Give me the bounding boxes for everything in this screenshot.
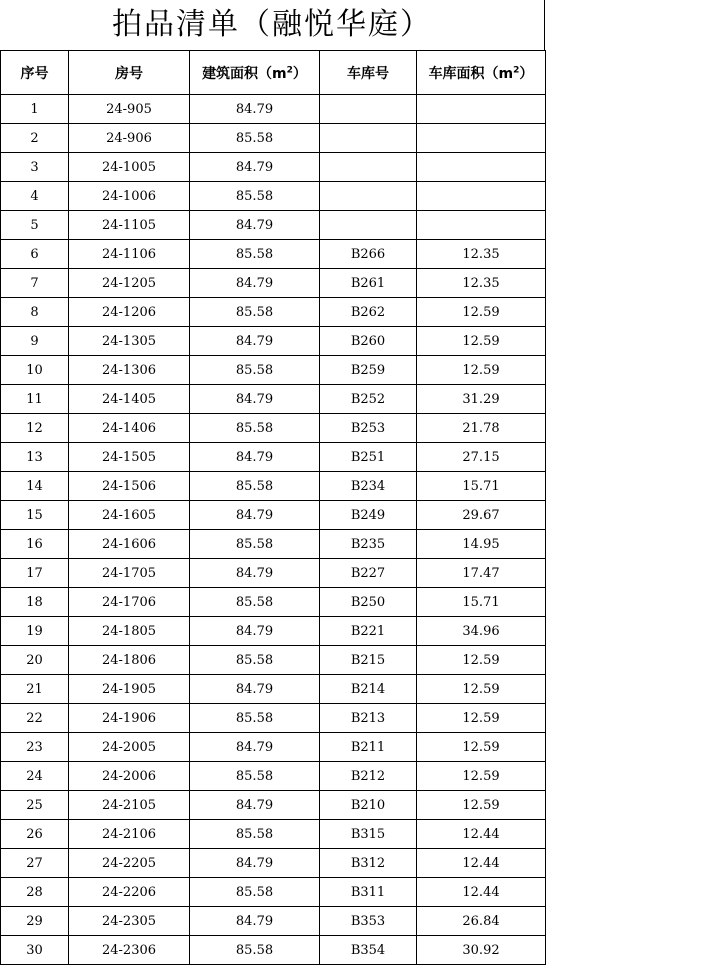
- cell-garage-no[interactable]: [320, 124, 417, 153]
- cell-room[interactable]: 24-1906: [69, 704, 190, 733]
- cell-room[interactable]: 24-1005: [69, 153, 190, 182]
- table-row: [1, 356, 546, 385]
- cell-seq[interactable]: 3: [1, 153, 69, 182]
- cell-garage-no[interactable]: B210: [320, 791, 417, 820]
- cell-garage-area[interactable]: 12.59: [417, 733, 546, 762]
- cell-garage-area[interactable]: 12.59: [417, 762, 546, 791]
- cell-seq[interactable]: 13: [1, 443, 69, 472]
- table-row: [1, 124, 546, 153]
- header-building-area-close: ）: [292, 65, 307, 82]
- cell-building-area[interactable]: 84.79: [190, 791, 320, 820]
- cell-garage-area[interactable]: 12.59: [417, 327, 546, 356]
- cell-building-area[interactable]: 84.79: [190, 617, 320, 646]
- cell-garage-no[interactable]: B354: [320, 936, 417, 965]
- cell-building-area[interactable]: 85.58: [190, 414, 320, 443]
- table-row: [1, 646, 546, 675]
- cell-room[interactable]: 24-905: [69, 95, 190, 124]
- cell-room[interactable]: 24-1706: [69, 588, 190, 617]
- cell-room[interactable]: 24-906: [69, 124, 190, 153]
- cell-building-area[interactable]: 84.79: [190, 211, 320, 240]
- cell-seq[interactable]: 25: [1, 791, 69, 820]
- cell-seq[interactable]: 2: [1, 124, 69, 153]
- table-row: [1, 153, 546, 182]
- cell-garage-no[interactable]: B213: [320, 704, 417, 733]
- cell-building-area[interactable]: 85.58: [190, 182, 320, 211]
- cell-garage-area[interactable]: 12.59: [417, 675, 546, 704]
- cell-garage-area[interactable]: 12.44: [417, 878, 546, 907]
- cell-building-area[interactable]: 85.58: [190, 298, 320, 327]
- cell-seq[interactable]: 1: [1, 95, 69, 124]
- cell-seq[interactable]: 28: [1, 878, 69, 907]
- cell-garage-no[interactable]: B260: [320, 327, 417, 356]
- header-building-area-label: 建筑面积（m: [202, 65, 287, 82]
- cell-seq[interactable]: 24: [1, 762, 69, 791]
- cell-garage-no[interactable]: B234: [320, 472, 417, 501]
- cell-seq[interactable]: 30: [1, 936, 69, 965]
- table-row: [1, 617, 546, 646]
- cell-garage-area[interactable]: [417, 95, 546, 124]
- cell-room[interactable]: 24-1205: [69, 269, 190, 298]
- cell-seq[interactable]: 9: [1, 327, 69, 356]
- cell-building-area[interactable]: 84.79: [190, 95, 320, 124]
- cell-seq[interactable]: 5: [1, 211, 69, 240]
- table-row: [1, 675, 546, 704]
- header-garage-area-sup: 2: [513, 64, 520, 75]
- cell-room[interactable]: 24-1606: [69, 530, 190, 559]
- cell-seq[interactable]: 17: [1, 559, 69, 588]
- header-seq[interactable]: 序号: [1, 51, 69, 95]
- cell-building-area[interactable]: 85.58: [190, 704, 320, 733]
- cell-garage-area[interactable]: 12.35: [417, 269, 546, 298]
- cell-room[interactable]: 24-2206: [69, 878, 190, 907]
- cell-garage-area[interactable]: 12.44: [417, 849, 546, 878]
- cell-seq[interactable]: 10: [1, 356, 69, 385]
- table-row: [1, 791, 546, 820]
- cell-garage-area[interactable]: 12.59: [417, 791, 546, 820]
- header-building-area-sup: 2: [286, 64, 293, 75]
- cell-building-area[interactable]: 84.79: [190, 559, 320, 588]
- table-row: [1, 443, 546, 472]
- cell-seq[interactable]: 18: [1, 588, 69, 617]
- table-row: [1, 472, 546, 501]
- cell-building-area[interactable]: 85.58: [190, 762, 320, 791]
- cell-garage-area[interactable]: [417, 211, 546, 240]
- cell-seq[interactable]: 15: [1, 501, 69, 530]
- cell-garage-no[interactable]: B250: [320, 588, 417, 617]
- cell-seq[interactable]: 19: [1, 617, 69, 646]
- table-row: [1, 182, 546, 211]
- cell-building-area[interactable]: 84.79: [190, 269, 320, 298]
- cell-garage-no[interactable]: B212: [320, 762, 417, 791]
- cell-room[interactable]: 24-1506: [69, 472, 190, 501]
- cell-garage-area[interactable]: [417, 124, 546, 153]
- cell-garage-area[interactable]: 34.96: [417, 617, 546, 646]
- cell-room[interactable]: 24-1605: [69, 501, 190, 530]
- cell-room[interactable]: 24-1105: [69, 211, 190, 240]
- header-row: [1, 51, 546, 95]
- cell-room[interactable]: 24-1405: [69, 385, 190, 414]
- header-garage-area-close: ）: [519, 65, 534, 82]
- cell-building-area[interactable]: 84.79: [190, 675, 320, 704]
- table-row: [1, 907, 546, 936]
- auction-list-table: [0, 50, 546, 965]
- cell-garage-area[interactable]: 12.59: [417, 356, 546, 385]
- cell-room[interactable]: 24-2306: [69, 936, 190, 965]
- cell-seq[interactable]: 8: [1, 298, 69, 327]
- cell-building-area[interactable]: 85.58: [190, 820, 320, 849]
- cell-seq[interactable]: 22: [1, 704, 69, 733]
- cell-building-area[interactable]: 85.58: [190, 240, 320, 269]
- cell-seq[interactable]: 21: [1, 675, 69, 704]
- cell-building-area[interactable]: 84.79: [190, 501, 320, 530]
- table-row: [1, 269, 546, 298]
- cell-building-area[interactable]: 85.58: [190, 878, 320, 907]
- cell-room[interactable]: 24-2005: [69, 733, 190, 762]
- cell-room[interactable]: 24-1305: [69, 327, 190, 356]
- cell-seq[interactable]: 20: [1, 646, 69, 675]
- cell-garage-no[interactable]: B252: [320, 385, 417, 414]
- cell-garage-no[interactable]: [320, 95, 417, 124]
- cell-garage-area[interactable]: 15.71: [417, 472, 546, 501]
- table-row: [1, 298, 546, 327]
- cell-garage-area[interactable]: 31.29: [417, 385, 546, 414]
- table-row: [1, 211, 546, 240]
- header-building-area[interactable]: [190, 51, 320, 95]
- cell-building-area[interactable]: 85.58: [190, 356, 320, 385]
- cell-building-area[interactable]: 85.58: [190, 588, 320, 617]
- cell-room[interactable]: 24-1905: [69, 675, 190, 704]
- table-row: [1, 95, 546, 124]
- cell-building-area[interactable]: 84.79: [190, 443, 320, 472]
- cell-garage-area[interactable]: 14.95: [417, 530, 546, 559]
- cell-garage-no[interactable]: B235: [320, 530, 417, 559]
- cell-garage-area[interactable]: 30.92: [417, 936, 546, 965]
- table-row: [1, 414, 546, 443]
- sheet-title: 拍品清单（融悦华庭）: [0, 0, 545, 50]
- cell-garage-no[interactable]: B215: [320, 646, 417, 675]
- cell-building-area[interactable]: 84.79: [190, 385, 320, 414]
- cell-garage-no[interactable]: B259: [320, 356, 417, 385]
- cell-seq[interactable]: 4: [1, 182, 69, 211]
- cell-building-area[interactable]: 84.79: [190, 327, 320, 356]
- cell-building-area[interactable]: 84.79: [190, 153, 320, 182]
- cell-garage-no[interactable]: B227: [320, 559, 417, 588]
- table-row: [1, 559, 546, 588]
- cell-garage-no[interactable]: B262: [320, 298, 417, 327]
- table-row: [1, 849, 546, 878]
- cell-room[interactable]: 24-1006: [69, 182, 190, 211]
- cell-garage-area[interactable]: 27.15: [417, 443, 546, 472]
- cell-garage-no[interactable]: B211: [320, 733, 417, 762]
- cell-seq[interactable]: 16: [1, 530, 69, 559]
- cell-garage-area[interactable]: 12.59: [417, 704, 546, 733]
- cell-building-area[interactable]: 85.58: [190, 124, 320, 153]
- table-row: [1, 588, 546, 617]
- cell-building-area[interactable]: 85.58: [190, 530, 320, 559]
- cell-garage-no[interactable]: B353: [320, 907, 417, 936]
- cell-room[interactable]: 24-1106: [69, 240, 190, 269]
- cell-garage-no[interactable]: B221: [320, 617, 417, 646]
- cell-seq[interactable]: 7: [1, 269, 69, 298]
- table-row: [1, 936, 546, 965]
- table-row: [1, 240, 546, 269]
- cell-room[interactable]: 24-2106: [69, 820, 190, 849]
- cell-garage-no[interactable]: [320, 182, 417, 211]
- cell-room[interactable]: 24-1705: [69, 559, 190, 588]
- cell-garage-no[interactable]: [320, 153, 417, 182]
- cell-garage-no[interactable]: B312: [320, 849, 417, 878]
- cell-garage-area[interactable]: 15.71: [417, 588, 546, 617]
- table-row: [1, 762, 546, 791]
- header-garage-area[interactable]: [417, 51, 546, 95]
- table-row: [1, 704, 546, 733]
- cell-room[interactable]: 24-1805: [69, 617, 190, 646]
- cell-seq[interactable]: 27: [1, 849, 69, 878]
- cell-garage-no[interactable]: B311: [320, 878, 417, 907]
- cell-room[interactable]: 24-2105: [69, 791, 190, 820]
- table-row: [1, 733, 546, 762]
- cell-seq[interactable]: 29: [1, 907, 69, 936]
- cell-garage-area[interactable]: 12.59: [417, 646, 546, 675]
- cell-garage-area[interactable]: 21.78: [417, 414, 546, 443]
- cell-seq[interactable]: 6: [1, 240, 69, 269]
- cell-garage-no[interactable]: B214: [320, 675, 417, 704]
- cell-garage-area[interactable]: 29.67: [417, 501, 546, 530]
- table-row: [1, 327, 546, 356]
- cell-room[interactable]: 24-1505: [69, 443, 190, 472]
- table-row: [1, 385, 546, 414]
- header-room[interactable]: 房号: [69, 51, 190, 95]
- cell-building-area[interactable]: 85.58: [190, 646, 320, 675]
- cell-garage-area[interactable]: 12.59: [417, 298, 546, 327]
- cell-room[interactable]: 24-1306: [69, 356, 190, 385]
- cell-garage-no[interactable]: B261: [320, 269, 417, 298]
- cell-building-area[interactable]: 84.79: [190, 733, 320, 762]
- table-row: [1, 820, 546, 849]
- cell-seq[interactable]: 14: [1, 472, 69, 501]
- cell-garage-area[interactable]: 17.47: [417, 559, 546, 588]
- cell-garage-no[interactable]: B253: [320, 414, 417, 443]
- cell-seq[interactable]: 11: [1, 385, 69, 414]
- cell-garage-no[interactable]: B315: [320, 820, 417, 849]
- cell-seq[interactable]: 23: [1, 733, 69, 762]
- cell-building-area[interactable]: 85.58: [190, 936, 320, 965]
- table-row: [1, 878, 546, 907]
- cell-room[interactable]: 24-2205: [69, 849, 190, 878]
- cell-garage-area[interactable]: [417, 182, 546, 211]
- cell-garage-area[interactable]: 12.35: [417, 240, 546, 269]
- cell-garage-area[interactable]: 26.84: [417, 907, 546, 936]
- cell-room[interactable]: 24-1406: [69, 414, 190, 443]
- cell-garage-no[interactable]: B251: [320, 443, 417, 472]
- cell-garage-area[interactable]: 12.44: [417, 820, 546, 849]
- cell-building-area[interactable]: 84.79: [190, 849, 320, 878]
- cell-seq[interactable]: 26: [1, 820, 69, 849]
- header-garage-no[interactable]: 车库号: [320, 51, 417, 95]
- table-row: [1, 501, 546, 530]
- cell-seq[interactable]: 12: [1, 414, 69, 443]
- cell-room[interactable]: 24-2006: [69, 762, 190, 791]
- cell-garage-no[interactable]: B249: [320, 501, 417, 530]
- cell-building-area[interactable]: 84.79: [190, 907, 320, 936]
- cell-garage-area[interactable]: [417, 153, 546, 182]
- cell-building-area[interactable]: 85.58: [190, 472, 320, 501]
- table-row: [1, 530, 546, 559]
- cell-room[interactable]: 24-1206: [69, 298, 190, 327]
- header-garage-area-label: 车库面积（m: [428, 65, 514, 82]
- cell-garage-no[interactable]: B266: [320, 240, 417, 269]
- cell-garage-no[interactable]: [320, 211, 417, 240]
- cell-room[interactable]: 24-2305: [69, 907, 190, 936]
- cell-room[interactable]: 24-1806: [69, 646, 190, 675]
